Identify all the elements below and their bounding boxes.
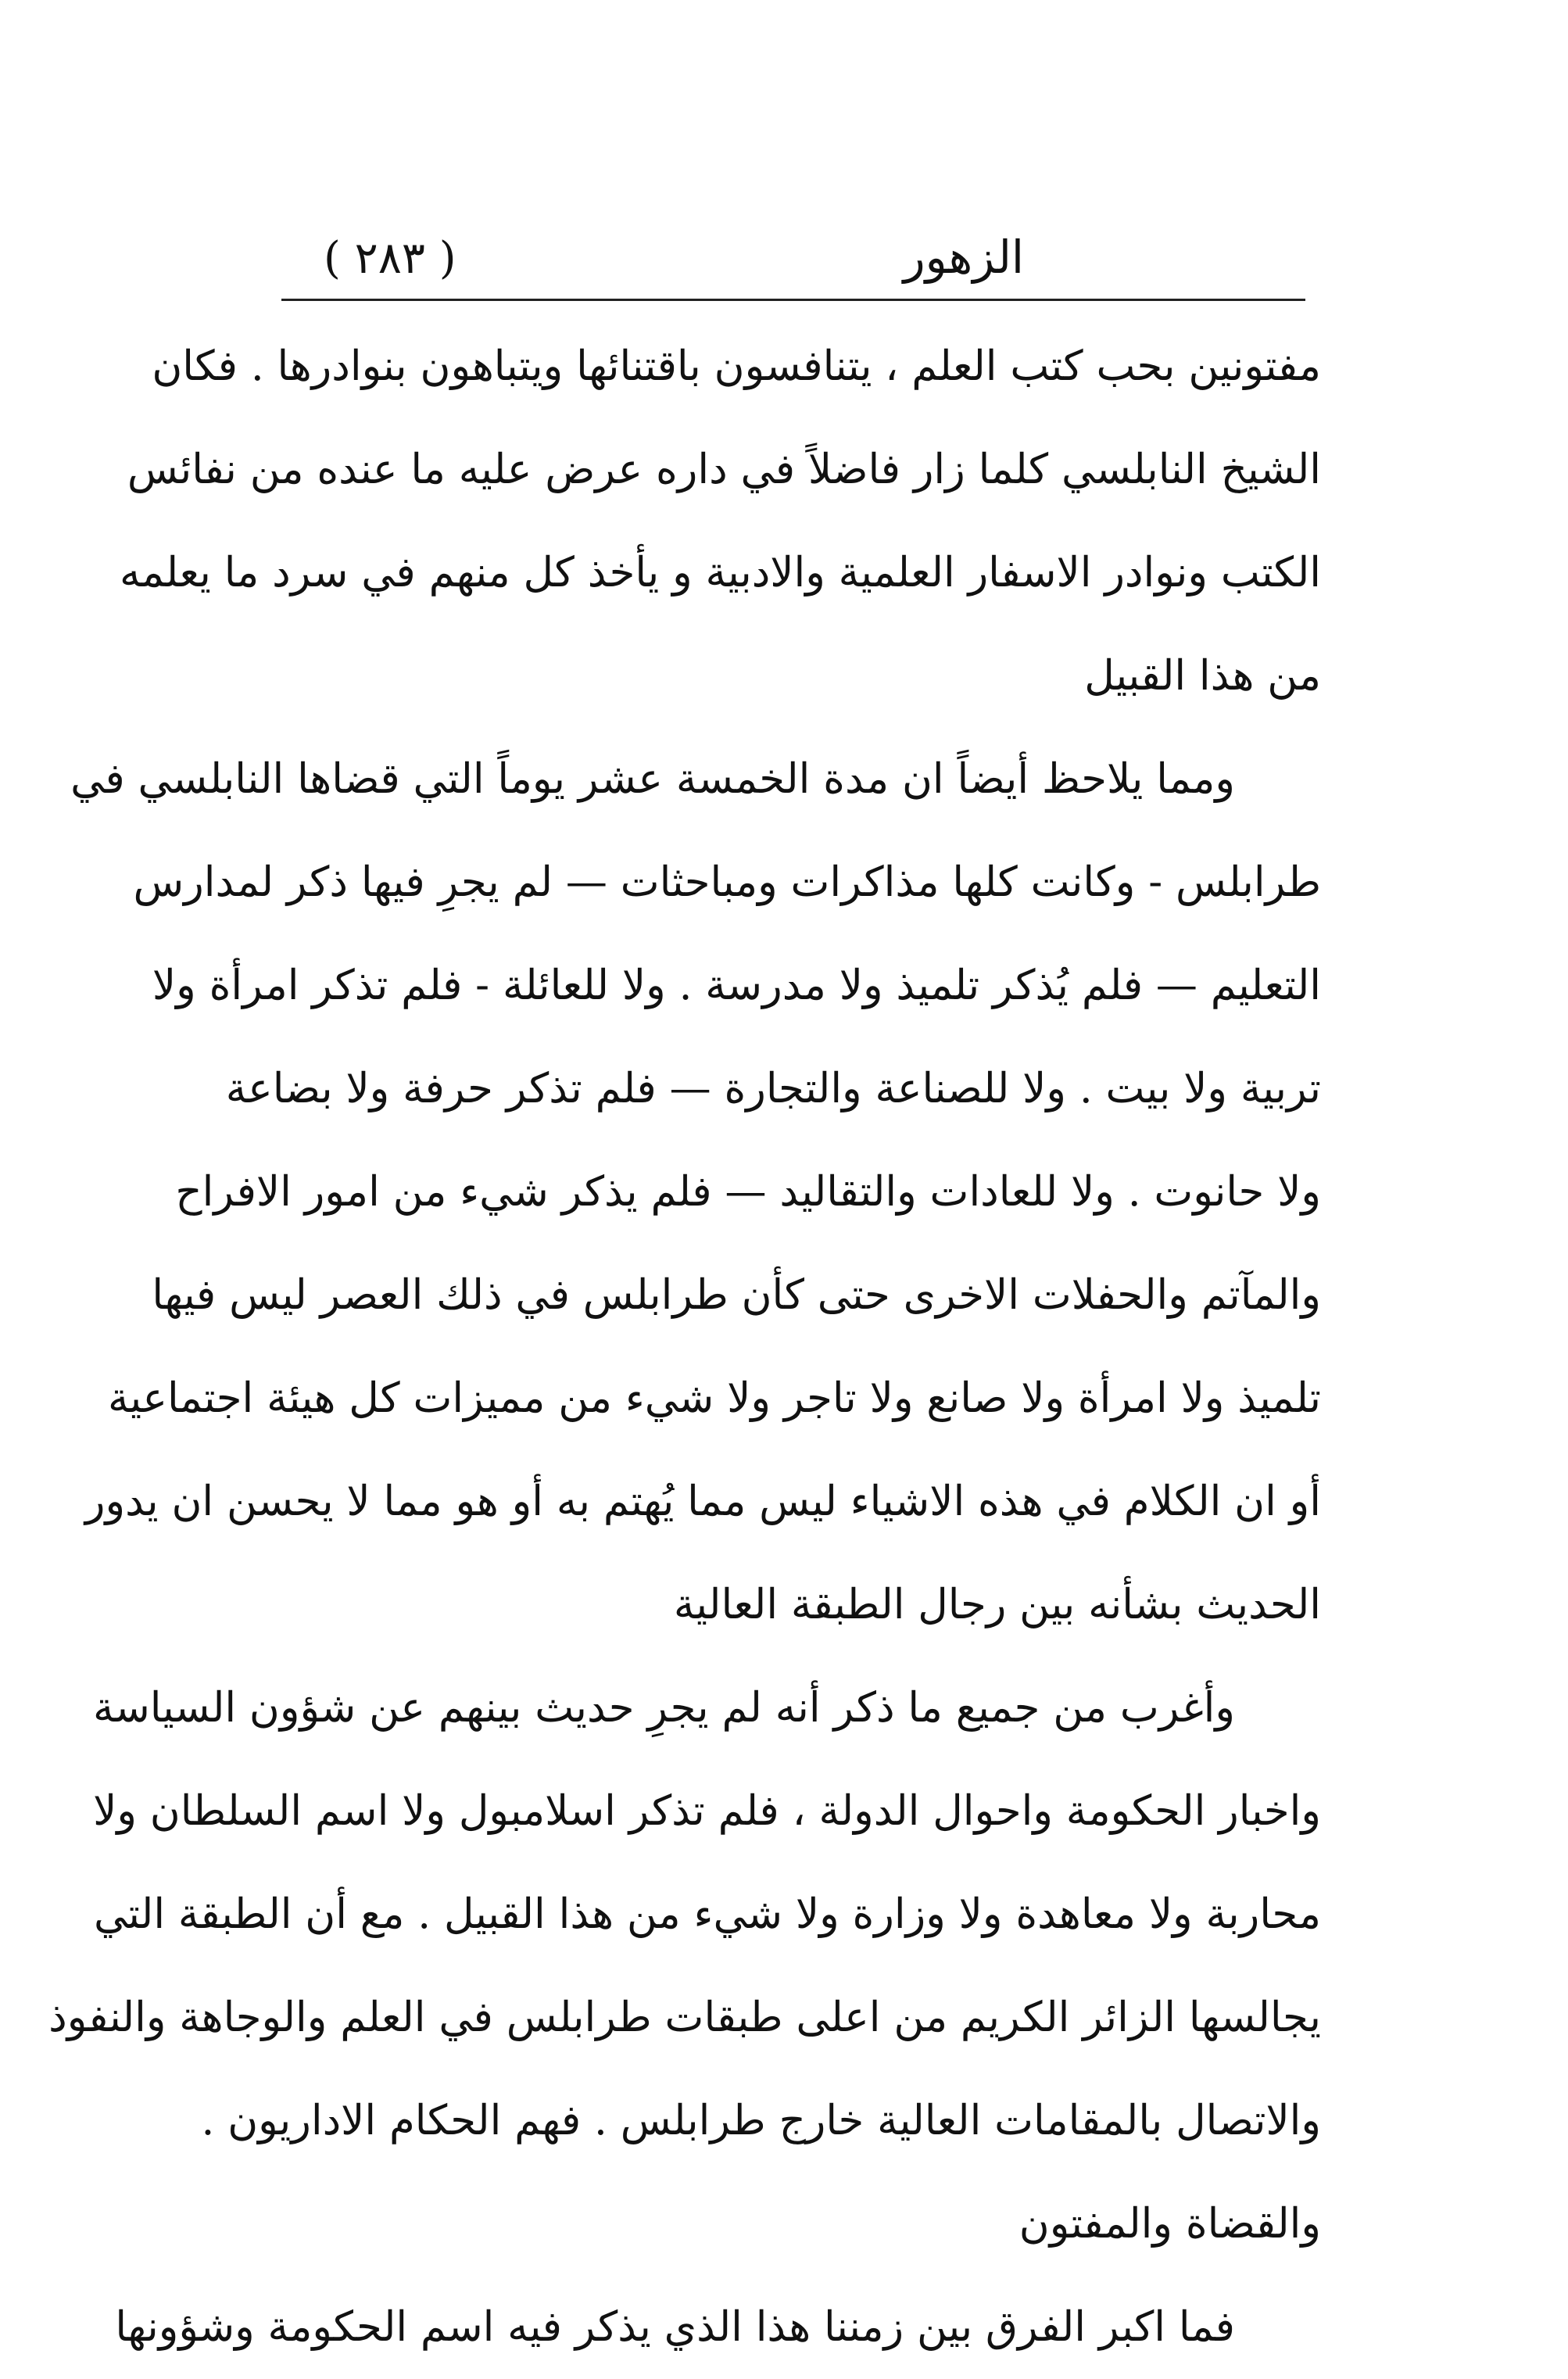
text-line: تربية ولا بيت . ولا للصناعة والتجارة — فلم تذكر حرفة ولا بضاعة bbox=[225, 1065, 1321, 1112]
text-line: والاتصال بالمقامات العالية خارج طرابلس . فهم الحكام الاداريون . bbox=[201, 2097, 1321, 2144]
text-line: طرابلس - وكانت كلها مذاكرات ومباحثات — لم يجرِ فيها ذكر لمدارس bbox=[133, 858, 1321, 906]
paragraph-first-line: وأغرب من جميع ما ذكر أنه لم يجرِ حديث بينهم عن شؤون السياسة bbox=[92, 1684, 1235, 1732]
text-line: محاربة ولا معاهدة ولا وزارة ولا شيء من هذا القبيل . مع أن الطبقة التي bbox=[94, 1890, 1321, 1938]
text-line: والقضاة والمفتون bbox=[1018, 2200, 1321, 2248]
paragraph-first-line: فما اكبر الفرق بين زمننا هذا الذي يذكر فيه اسم الحكومة وشؤونها bbox=[115, 2303, 1235, 2351]
paragraph-first-line: ومما يلاحظ أيضاً ان مدة الخمسة عشر يوماً التي قضاها النابلسي في bbox=[70, 755, 1235, 803]
header-rule bbox=[281, 299, 1305, 301]
running-head bbox=[281, 224, 1305, 294]
text-line: التعليم — فلم يُذكر تلميذ ولا مدرسة . ولا للعائلة - فلم تذكر امرأة ولا bbox=[152, 962, 1321, 1009]
text-line: من هذا القبيل bbox=[1084, 652, 1321, 700]
header-title: الزهور bbox=[903, 231, 1024, 284]
body-text bbox=[48, 315, 1321, 2351]
text-line: ولا حانوت . ولا للعادات والتقاليد — فلم يذكر شيء من امور الافراح bbox=[175, 1168, 1321, 1216]
text-line: واخبار الحكومة واحوال الدولة ، فلم تذكر اسلامبول ولا اسم السلطان ولا bbox=[93, 1787, 1321, 1835]
text-line: الكتب ونوادر الاسفار العلمية والادبية و يأخذ كل منهم في سرد ما يعلمه bbox=[120, 549, 1321, 597]
text-line: والمآتم والحفلات الاخرى حتى كأن طرابلس في ذلك العصر ليس فيها bbox=[152, 1271, 1321, 1319]
text-line: أو ان الكلام في هذه الاشياء ليس مما يُهتم به أو هو مما لا يحسن ان يدور bbox=[84, 1478, 1321, 1525]
text-line: تلميذ ولا امرأة ولا صانع ولا تاجر ولا شيء من مميزات كل هيئة اجتماعية bbox=[107, 1374, 1321, 1422]
text-line: مفتونين بحب كتب العلم ، يتنافسون باقتنائها ويتباهون بنوادرها . فكان bbox=[152, 342, 1321, 390]
text-line: الشيخ النابلسي كلما زار فاضلاً في داره عرض عليه ما عنده من نفائس bbox=[127, 446, 1321, 493]
text-line: يجالسها الزائر الكريم من اعلى طبقات طرابلس في العلم والوجاهة والنفوذ bbox=[48, 1994, 1321, 2041]
text-line: الحديث بشأنه بين رجال الطبقة العالية bbox=[673, 1581, 1321, 1628]
page-number: ( ٢٨٣ ) bbox=[324, 233, 456, 284]
